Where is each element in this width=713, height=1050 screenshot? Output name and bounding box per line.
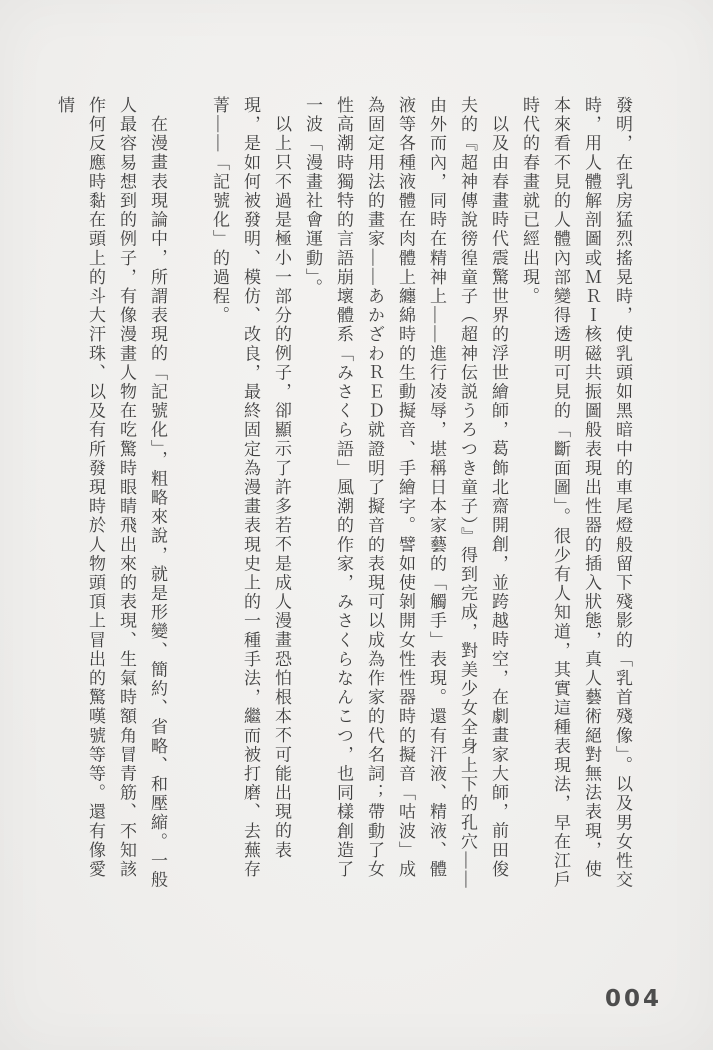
body-text <box>55 96 638 898</box>
paragraph: 在漫畫表現論中，所謂表現的「記號化」，粗略來說，就是形變、簡約、省略、和壓縮。一般人最容易想到的例子，有像漫畫人物在吃驚時眼睛飛出來的表現、生氣時額角冒青筋、不知該作何反應時黏在頭上的斗大汗珠、以及有所發現時於人物頭頂上冒出的驚嘆號等等。還有像愛情 <box>55 96 167 890</box>
paragraph: 發明，在乳房猛烈搖晃時，使乳頭如黑暗中的車尾燈般留下殘影的「乳首殘像」。以及男女性交時，用人體解剖圖或ＭＲＩ核磁共振圖般表現出性器的插入狀態，真人藝術絕對無法表現，使本來看不見的人體內部變得透明可見的「斷面圖」。很少有人知道，其實這種表現法，早在江戶時代的春畫就已經出現。 <box>520 96 632 890</box>
paragraph: 以及由春畫時代震驚世界的浮世繪師，葛飾北齋開創，並跨越時空，在劇畫家大師，前田俊夫的『超神傳說徬徨童子（超神伝説うろつき童子）』得到完成，對美少女全身上下的孔穴——由外而內，同時在精神上——進行凌辱，堪稱日本家藝的「觸手」表現。還有汗液、精液、體液等各種液體在肉體上纏綿時的生動擬音、手繪字。譬如使剝開女性性器時的擬音「咕波」成為固定用法的畫家——あかざわＲＥＤ就證明了擬音的表現可以成為作家的代名詞；帶動了女性高潮時獨特的言語崩壞體系「みさくら語」風潮的作家，みさくらなんこつ，也同樣創造了一波「漫畫社會運動」。 <box>303 96 508 890</box>
paragraph: 以上只不過是極小一部分的例子，卻顯示了許多若不是成人漫畫恐怕根本不可能出現的表現，是如何被發明、模仿、改良，最終固定為漫畫表現史上的一種手法，繼而被打磨、去蕪存菁——「記號化」的過程。 <box>210 96 291 880</box>
page-number: 004 <box>605 986 663 1012</box>
